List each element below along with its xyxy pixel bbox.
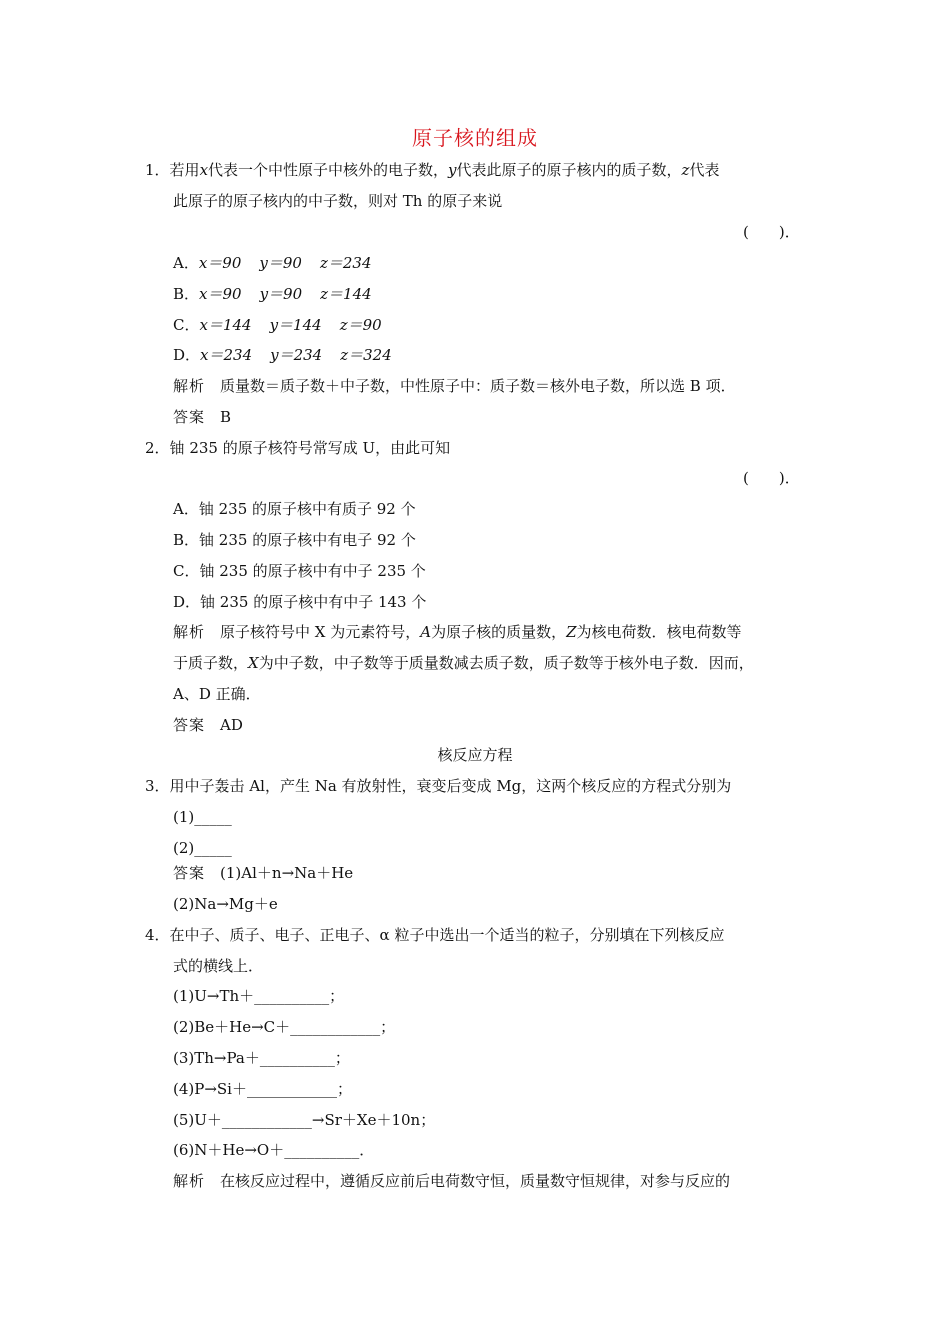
question-2-number: 2． bbox=[145, 439, 170, 457]
section-heading: 核反应方程 bbox=[437, 746, 513, 764]
question-2-analysis-line-1: 解析 原子核符号中 X 为元素符号，A为原子核的质量数，Z为核电荷数．核电荷数等 bbox=[173, 623, 742, 641]
question-1-option-b: B．x＝90 y＝90 z＝144 bbox=[173, 285, 372, 303]
question-4-analysis: 解析 在核反应过程中，遵循反应前后电荷数守恒，质量数守恒规律，对参与反应的 bbox=[173, 1172, 731, 1190]
answer-label: 答案 bbox=[173, 408, 206, 426]
question-4-number: 4． bbox=[145, 926, 170, 944]
question-1-stem-line-1: 1．若用x代表一个中性原子中核外的电子数，y代表此原子的原子核内的质子数，z代表 bbox=[145, 161, 720, 179]
question-1-option-d: D．x＝234 y＝234 z＝324 bbox=[173, 346, 392, 364]
question-1-analysis: 解析 质量数＝质子数＋中子数，中性原子中：质子数＝核外电子数，所以选 B 项． bbox=[173, 377, 736, 395]
analysis-label: 解析 bbox=[173, 623, 206, 641]
question-4-stem-line-1: 4．在中子、质子、电子、正电子、α 粒子中选出一个适当的粒子，分别填在下列核反应 bbox=[145, 926, 725, 944]
answer-label: 答案 bbox=[173, 864, 206, 882]
question-1-option-a: A．x＝90 y＝90 z＝234 bbox=[173, 254, 372, 272]
question-2-analysis-line-2: 于质子数，X为中子数，中子数等于质量数减去质子数，质子数等于核外电子数．因而， bbox=[173, 654, 754, 672]
question-4-item-5: (5)U＋____________→Sr＋Xe＋10n； bbox=[173, 1111, 436, 1129]
question-3-stem: 3．用中子轰击 Al，产生 Na 有放射性，衰变后变成 Mg，这两个核反应的方程式分别为 bbox=[145, 777, 732, 795]
question-2-option-d: D．铀 235 的原子核中有中子 143 个 bbox=[173, 593, 427, 611]
question-1-option-c: C．x＝144 y＝144 z＝90 bbox=[173, 316, 382, 334]
analysis-label: 解析 bbox=[173, 1172, 206, 1190]
question-4-item-1: (1)U→Th＋__________； bbox=[173, 987, 345, 1005]
question-2-option-b: B．铀 235 的原子核中有电子 92 个 bbox=[173, 531, 416, 549]
question-3-blank-1: (1)_____ bbox=[173, 808, 232, 826]
question-3-answer-line-1: 答案 (1)Al＋n→Na＋He bbox=[173, 864, 354, 882]
question-1-number: 1． bbox=[145, 161, 170, 179]
question-4-item-4: (4)P→Si＋____________； bbox=[173, 1080, 352, 1098]
question-1-stem-line-2: 此原子的原子核内的中子数，则对 Th 的原子来说 bbox=[173, 192, 503, 210]
question-3-blank-2: (2)_____ bbox=[173, 839, 232, 857]
answer-label: 答案 bbox=[173, 716, 206, 734]
question-3-answer-line-2: (2)Na→Mg＋e bbox=[173, 895, 278, 913]
question-4-item-6: (6)N＋He→O＋__________． bbox=[173, 1141, 375, 1159]
question-2-answer-paren: ( )． bbox=[743, 469, 800, 487]
question-1-answer-paren: ( )． bbox=[743, 223, 800, 241]
question-2-option-a: A．铀 235 的原子核中有质子 92 个 bbox=[173, 500, 416, 518]
question-4-item-3: (3)Th→Pa＋__________； bbox=[173, 1049, 350, 1067]
question-2-option-c: C．铀 235 的原子核中有中子 235 个 bbox=[173, 562, 426, 580]
question-2-stem: 2．铀 235 的原子核符号常写成 U，由此可知 bbox=[145, 439, 451, 457]
question-4-stem-line-2: 式的横线上． bbox=[173, 957, 264, 975]
analysis-label: 解析 bbox=[173, 377, 206, 395]
page-title: 原子核的组成 bbox=[412, 126, 538, 150]
question-2-analysis-line-3: A、D 正确． bbox=[173, 685, 261, 703]
question-4-item-2: (2)Be＋He→C＋____________； bbox=[173, 1018, 396, 1036]
question-2-answer: 答案 AD bbox=[173, 716, 243, 734]
question-1-answer: 答案 B bbox=[173, 408, 232, 426]
question-3-number: 3． bbox=[145, 777, 170, 795]
